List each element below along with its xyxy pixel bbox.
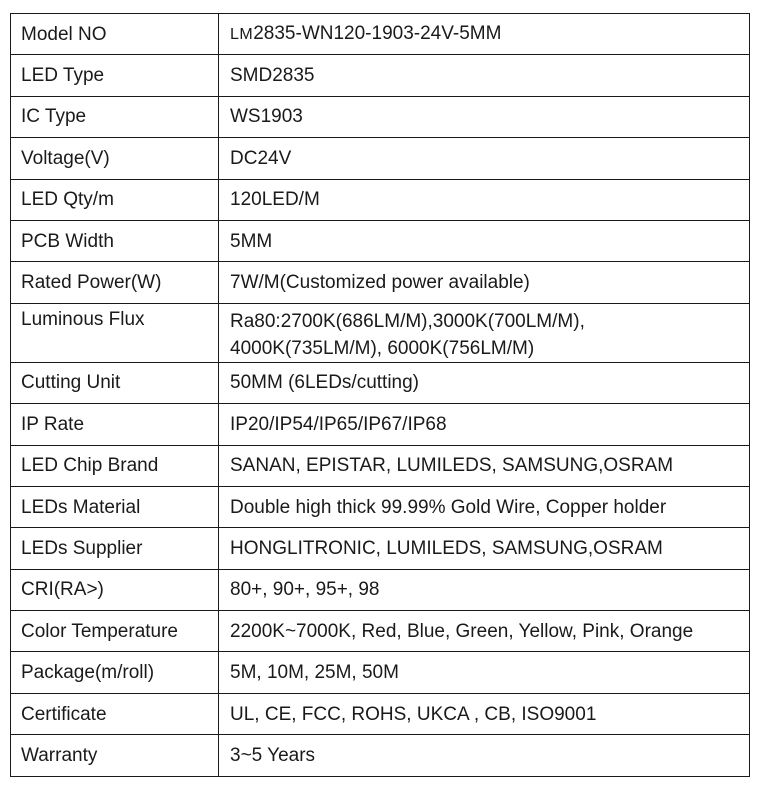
spec-value: 50MM (6LEDs/cutting): [219, 362, 750, 403]
spec-label: Cutting Unit: [11, 362, 219, 403]
spec-label: Voltage(V): [11, 138, 219, 179]
spec-label: Luminous Flux: [11, 303, 219, 362]
spec-label: Certificate: [11, 693, 219, 734]
spec-label: Rated Power(W): [11, 262, 219, 303]
spec-value: SANAN, EPISTAR, LUMILEDS, SAMSUNG,OSRAM: [219, 445, 750, 486]
table-row: [11, 303, 750, 362]
table-row: [11, 528, 750, 569]
spec-label: IP Rate: [11, 404, 219, 445]
spec-value: 120LED/M: [219, 179, 750, 220]
spec-value: HONGLITRONIC, LUMILEDS, SAMSUNG,OSRAM: [219, 528, 750, 569]
spec-value-line: Ra80:2700K(686LM/M),3000K(700LM/M),: [230, 310, 585, 332]
table-row: [11, 445, 750, 486]
spec-label: LED Chip Brand: [11, 445, 219, 486]
spec-label: Warranty: [11, 735, 219, 776]
table-row: [11, 96, 750, 137]
spec-value: SMD2835: [219, 55, 750, 96]
spec-value: UL, CE, FCC, ROHS, UKCA , CB, ISO9001: [219, 693, 750, 734]
spec-label: Model NO: [11, 14, 219, 55]
table-row: [11, 693, 750, 734]
spec-label: Color Temperature: [11, 611, 219, 652]
spec-label: LED Type: [11, 55, 219, 96]
table-row: [11, 179, 750, 220]
spec-value: 7W/M(Customized power available): [219, 262, 750, 303]
table-row: [11, 735, 750, 776]
table-row: [11, 652, 750, 693]
spec-label: Package(m/roll): [11, 652, 219, 693]
spec-label: PCB Width: [11, 220, 219, 261]
spec-value: DC24V: [219, 138, 750, 179]
spec-label: LEDs Supplier: [11, 528, 219, 569]
table-row: [11, 404, 750, 445]
table-row: [11, 14, 750, 55]
spec-value: 5MM: [219, 220, 750, 261]
model-prefix: LM: [230, 26, 254, 44]
table-row: [11, 262, 750, 303]
spec-value: IP20/IP54/IP65/IP67/IP68: [219, 404, 750, 445]
model-number: 2835-WN120-1903-24V-5MM: [253, 23, 502, 45]
table-row: [11, 486, 750, 527]
spec-value: [219, 14, 750, 55]
spec-table: [10, 13, 750, 777]
spec-value: 2200K~7000K, Red, Blue, Green, Yellow, Pink, Orange: [219, 611, 750, 652]
spec-value: 3~5 Years: [219, 735, 750, 776]
spec-value: WS1903: [219, 96, 750, 137]
spec-value-line: 4000K(735LM/M), 6000K(756LM/M): [230, 337, 535, 359]
spec-value: [219, 303, 750, 362]
table-row: [11, 611, 750, 652]
spec-value: Double high thick 99.99% Gold Wire, Copper holder: [219, 486, 750, 527]
table-row: [11, 55, 750, 96]
table-row: [11, 362, 750, 403]
spec-label: LED Qty/m: [11, 179, 219, 220]
table-row: [11, 569, 750, 610]
spec-value: 5M, 10M, 25M, 50M: [219, 652, 750, 693]
spec-value: 80+, 90+, 95+, 98: [219, 569, 750, 610]
spec-label: CRI(RA>): [11, 569, 219, 610]
table-row: [11, 138, 750, 179]
spec-label: LEDs Material: [11, 486, 219, 527]
table-row: [11, 220, 750, 261]
spec-label: IC Type: [11, 96, 219, 137]
